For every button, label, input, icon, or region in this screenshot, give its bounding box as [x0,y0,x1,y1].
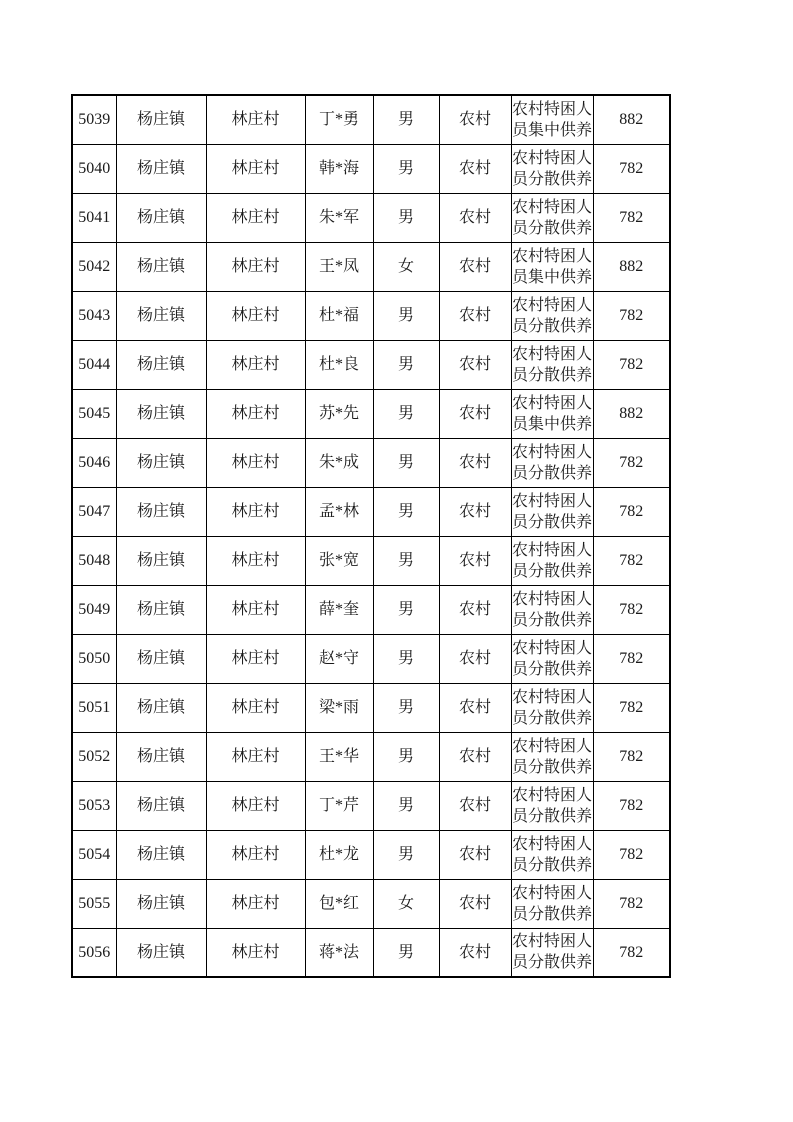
cell-area: 农村 [439,340,511,389]
cell-village: 林庄村 [206,291,305,340]
cell-town: 杨庄镇 [116,536,206,585]
cell-village: 林庄村 [206,634,305,683]
cell-area: 农村 [439,928,511,977]
cell-amount: 882 [593,242,670,291]
cell-area: 农村 [439,193,511,242]
cell-support_type: 农村特困人员分散供养 [511,781,593,830]
cell-area: 农村 [439,634,511,683]
cell-support_type: 农村特困人员分散供养 [511,438,593,487]
cell-gender: 男 [373,389,439,438]
cell-name: 王*凤 [305,242,373,291]
cell-support_type: 农村特困人员分散供养 [511,340,593,389]
table-row [72,683,670,732]
cell-gender: 男 [373,193,439,242]
cell-support_type: 农村特困人员分散供养 [511,683,593,732]
cell-amount: 782 [593,291,670,340]
cell-gender: 男 [373,830,439,879]
cell-support_type: 农村特困人员分散供养 [511,732,593,781]
cell-name: 丁*勇 [305,95,373,144]
cell-area: 农村 [439,683,511,732]
cell-support_type: 农村特困人员集中供养 [511,95,593,144]
cell-support_type: 农村特困人员集中供养 [511,242,593,291]
cell-town: 杨庄镇 [116,585,206,634]
cell-support_type: 农村特困人员分散供养 [511,928,593,977]
cell-town: 杨庄镇 [116,389,206,438]
table-row [72,193,670,242]
cell-gender: 男 [373,634,439,683]
cell-village: 林庄村 [206,928,305,977]
cell-support_type: 农村特困人员分散供养 [511,144,593,193]
cell-name: 包*红 [305,879,373,928]
cell-id: 5051 [72,683,116,732]
cell-support_type: 农村特困人员分散供养 [511,193,593,242]
table-row [72,242,670,291]
cell-support_type: 农村特困人员集中供养 [511,389,593,438]
cell-village: 林庄村 [206,683,305,732]
cell-amount: 782 [593,683,670,732]
cell-gender: 女 [373,242,439,291]
table-row [72,144,670,193]
cell-village: 林庄村 [206,781,305,830]
cell-area: 农村 [439,95,511,144]
cell-area: 农村 [439,585,511,634]
cell-gender: 女 [373,879,439,928]
table-row [72,389,670,438]
cell-support_type: 农村特困人员分散供养 [511,291,593,340]
cell-area: 农村 [439,732,511,781]
cell-town: 杨庄镇 [116,928,206,977]
cell-id: 5049 [72,585,116,634]
cell-gender: 男 [373,95,439,144]
cell-village: 林庄村 [206,487,305,536]
cell-amount: 782 [593,144,670,193]
cell-amount: 782 [593,732,670,781]
cell-village: 林庄村 [206,830,305,879]
cell-village: 林庄村 [206,585,305,634]
cell-town: 杨庄镇 [116,830,206,879]
cell-name: 孟*林 [305,487,373,536]
cell-area: 农村 [439,830,511,879]
cell-town: 杨庄镇 [116,781,206,830]
cell-area: 农村 [439,438,511,487]
cell-amount: 782 [593,634,670,683]
cell-gender: 男 [373,144,439,193]
cell-town: 杨庄镇 [116,683,206,732]
cell-id: 5043 [72,291,116,340]
cell-support_type: 农村特困人员分散供养 [511,487,593,536]
table-row [72,291,670,340]
cell-id: 5045 [72,389,116,438]
cell-amount: 782 [593,928,670,977]
beneficiary-table [71,94,671,978]
cell-amount: 782 [593,487,670,536]
cell-village: 林庄村 [206,732,305,781]
cell-amount: 782 [593,879,670,928]
cell-id: 5047 [72,487,116,536]
cell-village: 林庄村 [206,879,305,928]
cell-town: 杨庄镇 [116,95,206,144]
table-row [72,830,670,879]
cell-id: 5050 [72,634,116,683]
cell-name: 苏*先 [305,389,373,438]
cell-town: 杨庄镇 [116,242,206,291]
cell-gender: 男 [373,732,439,781]
cell-id: 5054 [72,830,116,879]
cell-village: 林庄村 [206,242,305,291]
cell-area: 农村 [439,291,511,340]
cell-amount: 782 [593,536,670,585]
cell-support_type: 农村特困人员分散供养 [511,536,593,585]
cell-town: 杨庄镇 [116,487,206,536]
table-row [72,879,670,928]
cell-amount: 882 [593,95,670,144]
cell-area: 农村 [439,879,511,928]
cell-support_type: 农村特困人员分散供养 [511,634,593,683]
table-row [72,95,670,144]
cell-village: 林庄村 [206,95,305,144]
cell-gender: 男 [373,928,439,977]
cell-amount: 882 [593,389,670,438]
cell-id: 5056 [72,928,116,977]
table-row [72,928,670,977]
cell-name: 杜*良 [305,340,373,389]
table-row [72,781,670,830]
cell-name: 丁*芹 [305,781,373,830]
cell-id: 5044 [72,340,116,389]
cell-name: 朱*军 [305,193,373,242]
table-body [72,95,670,977]
cell-id: 5042 [72,242,116,291]
cell-gender: 男 [373,781,439,830]
cell-town: 杨庄镇 [116,291,206,340]
cell-town: 杨庄镇 [116,732,206,781]
cell-village: 林庄村 [206,536,305,585]
cell-id: 5039 [72,95,116,144]
cell-support_type: 农村特困人员分散供养 [511,585,593,634]
cell-name: 薛*奎 [305,585,373,634]
cell-amount: 782 [593,830,670,879]
cell-area: 农村 [439,242,511,291]
cell-name: 梁*雨 [305,683,373,732]
cell-area: 农村 [439,144,511,193]
cell-amount: 782 [593,585,670,634]
cell-gender: 男 [373,683,439,732]
cell-gender: 男 [373,487,439,536]
cell-name: 朱*成 [305,438,373,487]
cell-town: 杨庄镇 [116,193,206,242]
table-row [72,585,670,634]
cell-name: 韩*海 [305,144,373,193]
table-row [72,438,670,487]
cell-town: 杨庄镇 [116,144,206,193]
table-row [72,634,670,683]
cell-amount: 782 [593,340,670,389]
cell-name: 蒋*法 [305,928,373,977]
cell-gender: 男 [373,340,439,389]
cell-area: 农村 [439,781,511,830]
cell-village: 林庄村 [206,389,305,438]
cell-village: 林庄村 [206,340,305,389]
cell-name: 杜*福 [305,291,373,340]
cell-town: 杨庄镇 [116,879,206,928]
cell-id: 5053 [72,781,116,830]
cell-id: 5040 [72,144,116,193]
table-row [72,732,670,781]
cell-village: 林庄村 [206,144,305,193]
cell-village: 林庄村 [206,193,305,242]
cell-gender: 男 [373,438,439,487]
cell-town: 杨庄镇 [116,438,206,487]
cell-amount: 782 [593,781,670,830]
cell-amount: 782 [593,193,670,242]
cell-town: 杨庄镇 [116,634,206,683]
cell-area: 农村 [439,389,511,438]
cell-area: 农村 [439,487,511,536]
cell-gender: 男 [373,536,439,585]
cell-name: 王*华 [305,732,373,781]
cell-id: 5052 [72,732,116,781]
cell-name: 张*宽 [305,536,373,585]
cell-name: 赵*守 [305,634,373,683]
cell-amount: 782 [593,438,670,487]
cell-id: 5041 [72,193,116,242]
cell-area: 农村 [439,536,511,585]
cell-name: 杜*龙 [305,830,373,879]
cell-id: 5055 [72,879,116,928]
cell-gender: 男 [373,291,439,340]
cell-gender: 男 [373,585,439,634]
cell-town: 杨庄镇 [116,340,206,389]
table-row [72,340,670,389]
table-row [72,536,670,585]
table-row [72,487,670,536]
cell-support_type: 农村特困人员分散供养 [511,879,593,928]
cell-support_type: 农村特困人员分散供养 [511,830,593,879]
cell-id: 5048 [72,536,116,585]
cell-id: 5046 [72,438,116,487]
cell-village: 林庄村 [206,438,305,487]
